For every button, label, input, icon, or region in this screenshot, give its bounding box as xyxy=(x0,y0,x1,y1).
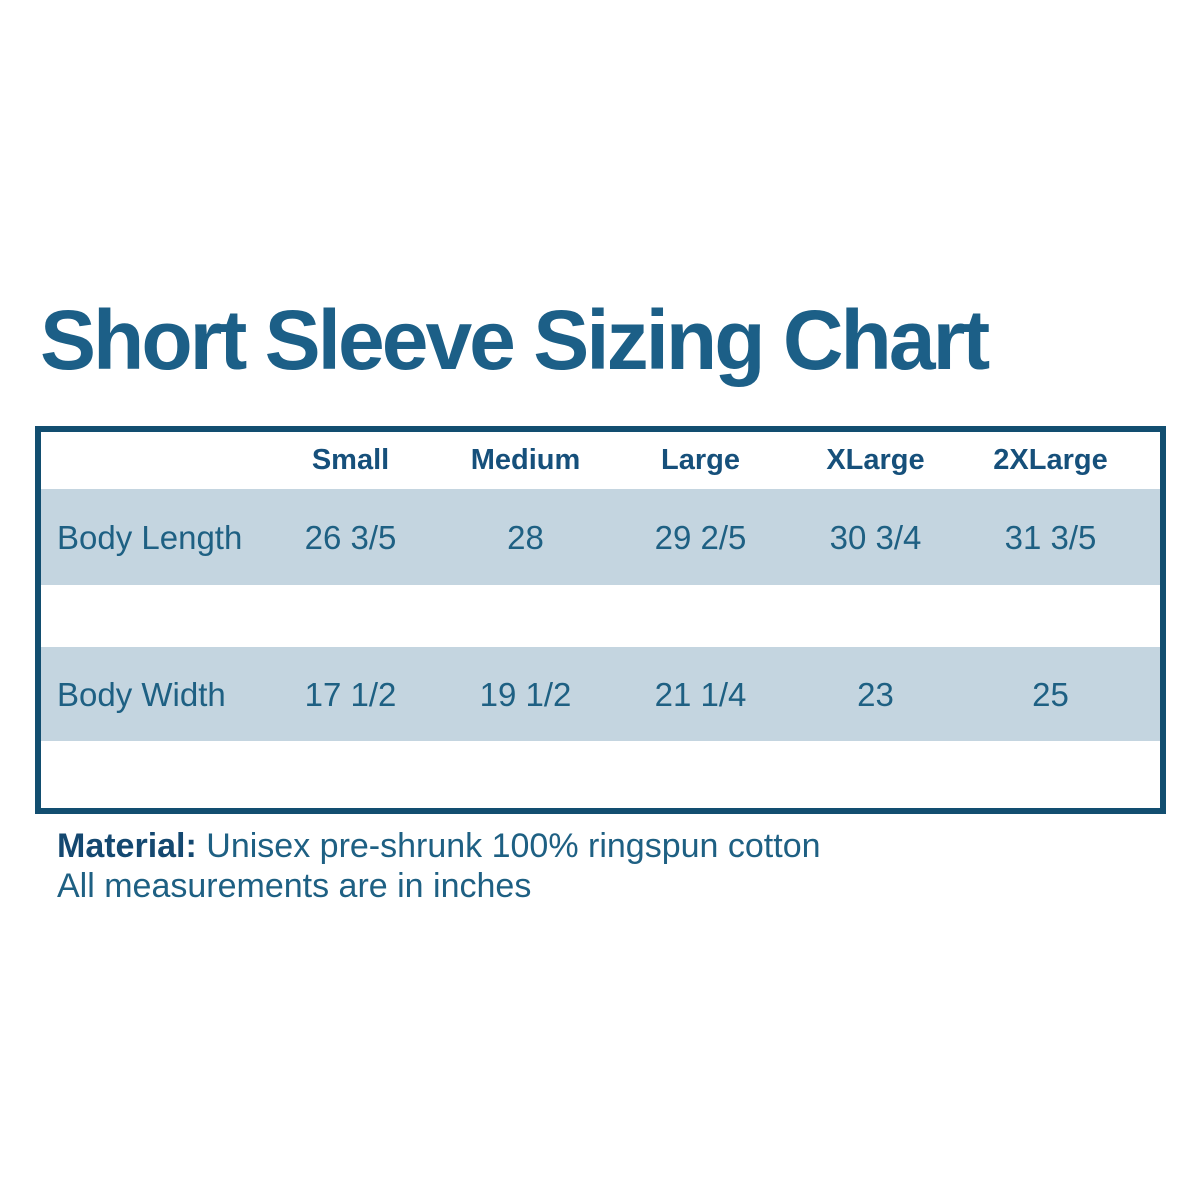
sizing-table xyxy=(35,426,1166,814)
material-label: Material: xyxy=(57,827,197,865)
body-length-medium: 28 xyxy=(507,518,544,556)
measurements-note: All measurements are in inches xyxy=(57,867,532,905)
footnotes xyxy=(57,826,821,906)
table-row-body-width xyxy=(41,647,1160,741)
body-width-2xlarge: 25 xyxy=(1032,675,1069,713)
body-width-small: 17 1/2 xyxy=(304,675,397,713)
column-header-small: Small xyxy=(311,444,390,476)
column-header-medium: Medium xyxy=(470,444,581,476)
row-label: Body Width xyxy=(57,675,226,713)
body-length-large: 29 2/5 xyxy=(654,518,747,556)
material-value: Unisex pre-shrunk 100% ringspun cotton xyxy=(206,827,821,865)
column-header-2xlarge: 2XLarge xyxy=(993,444,1108,476)
table-row-body-length xyxy=(41,489,1160,585)
spacer-row xyxy=(41,741,1160,808)
body-width-xlarge: 23 xyxy=(857,675,894,713)
body-width-large: 21 1/4 xyxy=(654,675,747,713)
page-title: Short Sleeve Sizing Chart xyxy=(40,293,988,387)
row-label: Body Length xyxy=(57,518,243,556)
column-header-large: Large xyxy=(661,444,740,476)
body-length-small: 26 3/5 xyxy=(304,518,397,556)
body-length-xlarge: 30 3/4 xyxy=(829,518,922,556)
column-header-xlarge: XLarge xyxy=(826,444,925,476)
body-length-2xlarge: 31 3/5 xyxy=(1004,518,1097,556)
spacer-row xyxy=(41,585,1160,647)
body-width-medium: 19 1/2 xyxy=(479,675,572,713)
table-header-row xyxy=(41,432,1160,489)
material-note xyxy=(57,826,821,866)
